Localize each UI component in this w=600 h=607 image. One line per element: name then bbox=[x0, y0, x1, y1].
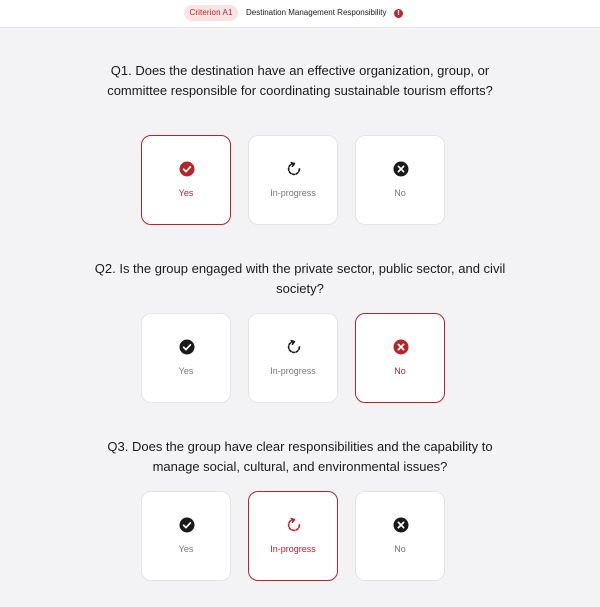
check-circle-icon bbox=[179, 161, 195, 177]
q1-option-no[interactable] bbox=[355, 135, 445, 225]
x-circle-icon bbox=[393, 517, 409, 533]
q2-option-yes[interactable] bbox=[141, 313, 231, 403]
progress-icon bbox=[286, 161, 302, 177]
criterion-title: Destination Management Responsibility bbox=[246, 8, 387, 17]
option-label: No bbox=[394, 366, 406, 376]
option-label: No bbox=[394, 544, 406, 554]
question-2-text: Q2. Is the group engaged with the private sector, public sector, and civil society? bbox=[94, 261, 506, 296]
option-label: In-progress bbox=[270, 188, 316, 198]
option-label: In-progress bbox=[270, 366, 316, 376]
option-label: No bbox=[394, 188, 406, 198]
x-circle-icon bbox=[393, 339, 409, 355]
x-circle-icon bbox=[393, 161, 409, 177]
option-label: Yes bbox=[178, 366, 194, 376]
criterion-badge: Criterion A1 bbox=[184, 5, 238, 21]
q2-option-in-progress[interactable] bbox=[248, 313, 338, 403]
q1-option-in-progress[interactable] bbox=[248, 135, 338, 225]
info-icon[interactable]: ! bbox=[394, 9, 403, 18]
question-1-text: Q1. Does the destination have an effective organization, group, or committee responsible for coordinating sustainable tourism efforts? bbox=[107, 63, 493, 98]
q1-option-yes[interactable] bbox=[141, 135, 231, 225]
progress-icon bbox=[286, 339, 302, 355]
question-3-text: Q3. Does the group have clear responsibilities and the capability to manage social, cultural, and environmental issues? bbox=[107, 439, 493, 474]
option-label: Yes bbox=[178, 188, 194, 198]
check-circle-icon bbox=[179, 517, 195, 533]
option-label: In-progress bbox=[270, 544, 316, 554]
progress-icon bbox=[286, 517, 302, 533]
q3-option-yes[interactable] bbox=[141, 491, 231, 581]
q3-option-in-progress[interactable] bbox=[248, 491, 338, 581]
check-circle-icon bbox=[179, 339, 195, 355]
q3-option-no[interactable] bbox=[355, 491, 445, 581]
option-label: Yes bbox=[178, 544, 194, 554]
q2-option-no[interactable] bbox=[355, 313, 445, 403]
criterion-header bbox=[0, 0, 600, 28]
